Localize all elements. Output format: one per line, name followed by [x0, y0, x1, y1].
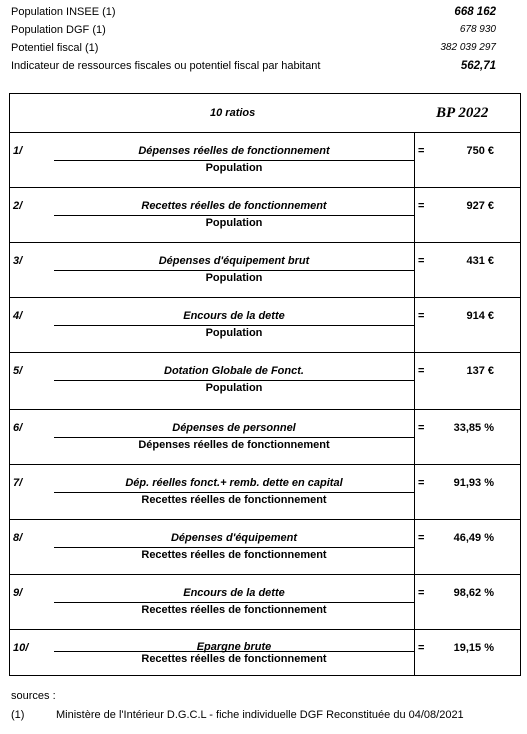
- ratio-equals: =: [418, 422, 425, 434]
- ratio-equals: =: [418, 587, 425, 599]
- header-label: Population INSEE (1): [11, 6, 116, 18]
- ratio-numerator: Dotation Globale de Fonct.: [164, 365, 304, 377]
- ratio-row: [10, 242, 520, 298]
- column-separator: [414, 132, 415, 187]
- header-row-potentiel-fiscal: [11, 42, 496, 58]
- ratio-denominator: Population: [205, 382, 263, 394]
- ratio-equals: =: [418, 642, 425, 654]
- ratio-numerator: Dépenses réelles de fonctionnement: [138, 145, 330, 157]
- ratio-number: 10/: [13, 642, 29, 654]
- ratio-numerator: Encours de la dette: [183, 587, 285, 599]
- ratio-number: 8/: [13, 532, 23, 544]
- ratio-denominator: Recettes réelles de fonctionnement: [141, 653, 327, 665]
- header-row-indicateur: [11, 60, 496, 76]
- ratio-denominator: Population: [205, 217, 263, 229]
- table-title: 10 ratios: [210, 107, 256, 119]
- header-value: 678 930: [459, 24, 496, 35]
- header-row-population-insee: [11, 6, 496, 22]
- ratio-value: 431 €: [466, 255, 494, 267]
- ratio-number: 1/: [13, 145, 23, 157]
- column-separator: [414, 242, 415, 297]
- ratio-value: 33,85 %: [453, 422, 494, 434]
- ratio-value: 19,15 %: [453, 642, 494, 654]
- fraction-line: [54, 160, 414, 161]
- ratio-number: 7/: [13, 477, 23, 489]
- ratio-numerator: Recettes réelles de fonctionnement: [141, 200, 327, 212]
- header-value: 382 039 297: [440, 42, 496, 53]
- column-separator: [414, 464, 415, 519]
- ratio-value: 927 €: [466, 200, 494, 212]
- ratio-denominator: Population: [205, 162, 263, 174]
- column-separator: [414, 297, 415, 352]
- ratio-equals: =: [418, 145, 425, 157]
- ratio-value: 98,62 %: [453, 587, 494, 599]
- ratio-denominator: Population: [205, 327, 263, 339]
- ratio-number: 5/: [13, 365, 23, 377]
- ratio-numerator: Dépenses de personnel: [172, 422, 296, 434]
- header-label: Population DGF (1): [11, 24, 106, 36]
- fraction-line: [54, 602, 414, 603]
- ratio-value: 137 €: [466, 365, 494, 377]
- fraction-line: [54, 492, 414, 493]
- ratio-row: [10, 352, 520, 410]
- column-separator: [414, 574, 415, 629]
- ratio-number: 6/: [13, 422, 23, 434]
- header-row-population-dgf: [11, 24, 496, 40]
- ratio-denominator: Population: [205, 272, 263, 284]
- ratio-equals: =: [418, 532, 425, 544]
- ratio-value: 750 €: [466, 145, 494, 157]
- fraction-line: [54, 437, 414, 438]
- ratio-row: [10, 464, 520, 520]
- fraction-line: [54, 325, 414, 326]
- column-separator: [414, 629, 415, 676]
- table-header: [10, 94, 520, 133]
- source-ref: (1): [11, 709, 25, 721]
- ratio-equals: =: [418, 365, 425, 377]
- ratio-equals: =: [418, 255, 425, 267]
- ratio-row: [10, 409, 520, 465]
- table-year-label: BP 2022: [436, 105, 489, 121]
- header-label: Indicateur de ressources fiscales ou potentiel fiscal par habitant: [11, 60, 321, 72]
- fraction-line: [54, 547, 414, 548]
- ratio-row: [10, 574, 520, 630]
- ratio-row: [10, 629, 520, 676]
- header-label: Potentiel fiscal (1): [11, 42, 99, 54]
- ratio-row: [10, 132, 520, 188]
- ratio-numerator: Epargne brute: [196, 641, 272, 653]
- ratios-table: [9, 93, 521, 676]
- ratio-equals: =: [418, 310, 425, 322]
- ratio-row: [10, 187, 520, 243]
- ratio-equals: =: [418, 477, 425, 489]
- ratio-row: [10, 297, 520, 353]
- ratio-row: [10, 519, 520, 575]
- ratio-number: 3/: [13, 255, 23, 267]
- ratio-number: 9/: [13, 587, 23, 599]
- fraction-line: [54, 270, 414, 271]
- fraction-line: [54, 651, 414, 652]
- ratio-denominator: Recettes réelles de fonctionnement: [141, 604, 327, 616]
- sources-title: sources :: [11, 690, 56, 702]
- header-value: 668 162: [454, 6, 496, 18]
- header-value: 562,71: [460, 60, 496, 72]
- ratio-number: 2/: [13, 200, 23, 212]
- ratio-numerator: Dépenses d'équipement brut: [158, 255, 310, 267]
- ratio-denominator: Recettes réelles de fonctionnement: [141, 549, 327, 561]
- source-text: Ministère de l'Intérieur D.G.C.L - fiche individuelle DGF Reconstituée du 04/08/2021: [56, 709, 464, 721]
- fraction-line: [54, 215, 414, 216]
- ratio-numerator: Dépenses d'équipement: [170, 532, 298, 544]
- ratio-value: 91,93 %: [453, 477, 494, 489]
- ratio-value: 46,49 %: [453, 532, 494, 544]
- column-separator: [414, 409, 415, 464]
- ratio-numerator: Dép. réelles fonct.+ remb. dette en capital: [125, 477, 343, 489]
- column-separator: [414, 519, 415, 574]
- fraction-line: [54, 380, 414, 381]
- column-separator: [414, 352, 415, 409]
- ratio-number: 4/: [13, 310, 23, 322]
- column-separator: [414, 187, 415, 242]
- ratio-numerator: Encours de la dette: [183, 310, 285, 322]
- ratio-denominator: Recettes réelles de fonctionnement: [141, 494, 327, 506]
- ratio-denominator: Dépenses réelles de fonctionnement: [138, 439, 330, 451]
- ratio-equals: =: [418, 200, 425, 212]
- ratio-value: 914 €: [466, 310, 494, 322]
